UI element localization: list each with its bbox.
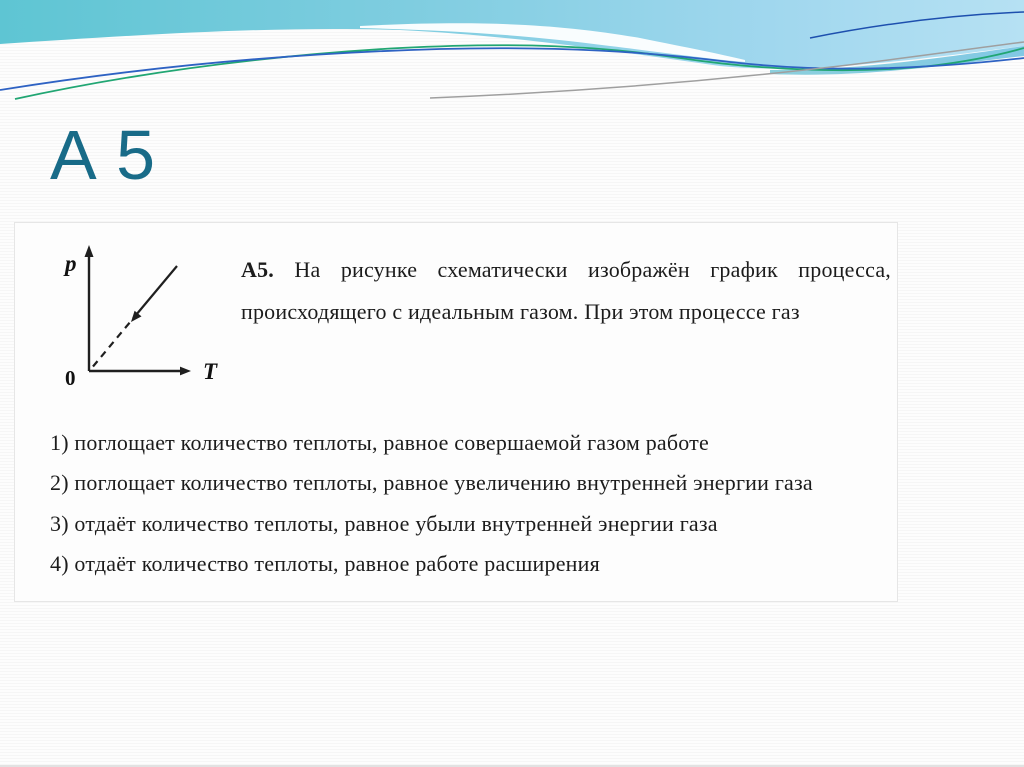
pressure-axis-label: p bbox=[65, 251, 77, 276]
answer-option-4: 4) отдаёт количество теплоты, равное работе расширения bbox=[50, 550, 600, 576]
answer-option-3: 3) отдаёт количество теплоты, равное убыли внутренней энергии газа bbox=[50, 510, 718, 536]
process-direction-arrow bbox=[131, 311, 142, 322]
answer-option-2: 2) поглощает количество теплоты, равное увеличению внутренней энергии газа bbox=[50, 470, 813, 496]
temperature-axis-label: T bbox=[203, 359, 218, 384]
answer-option-1: 1) поглощает количество теплоты, равное совершаемой газом работе bbox=[50, 430, 709, 455]
pressure-axis-arrowhead bbox=[85, 245, 94, 257]
pt-diagram bbox=[57, 243, 242, 393]
slide-title: А 5 bbox=[50, 116, 156, 194]
question-number: А5. bbox=[241, 257, 274, 282]
question-line-2: происходящего с идеальным газом. При этом процессе газ bbox=[241, 299, 800, 324]
question-text bbox=[241, 249, 891, 333]
temperature-axis-arrowhead bbox=[180, 367, 191, 376]
process-line-dashed bbox=[93, 315, 136, 367]
process-line-solid bbox=[136, 266, 177, 315]
question-line-1 bbox=[241, 249, 891, 291]
answer-options bbox=[50, 423, 890, 584]
origin-label: 0 bbox=[65, 366, 76, 390]
header-wave-decoration bbox=[0, 0, 1024, 100]
question-line-1-text: На рисунке схематически изображён график процесса, bbox=[294, 257, 892, 282]
question-card bbox=[14, 222, 898, 602]
